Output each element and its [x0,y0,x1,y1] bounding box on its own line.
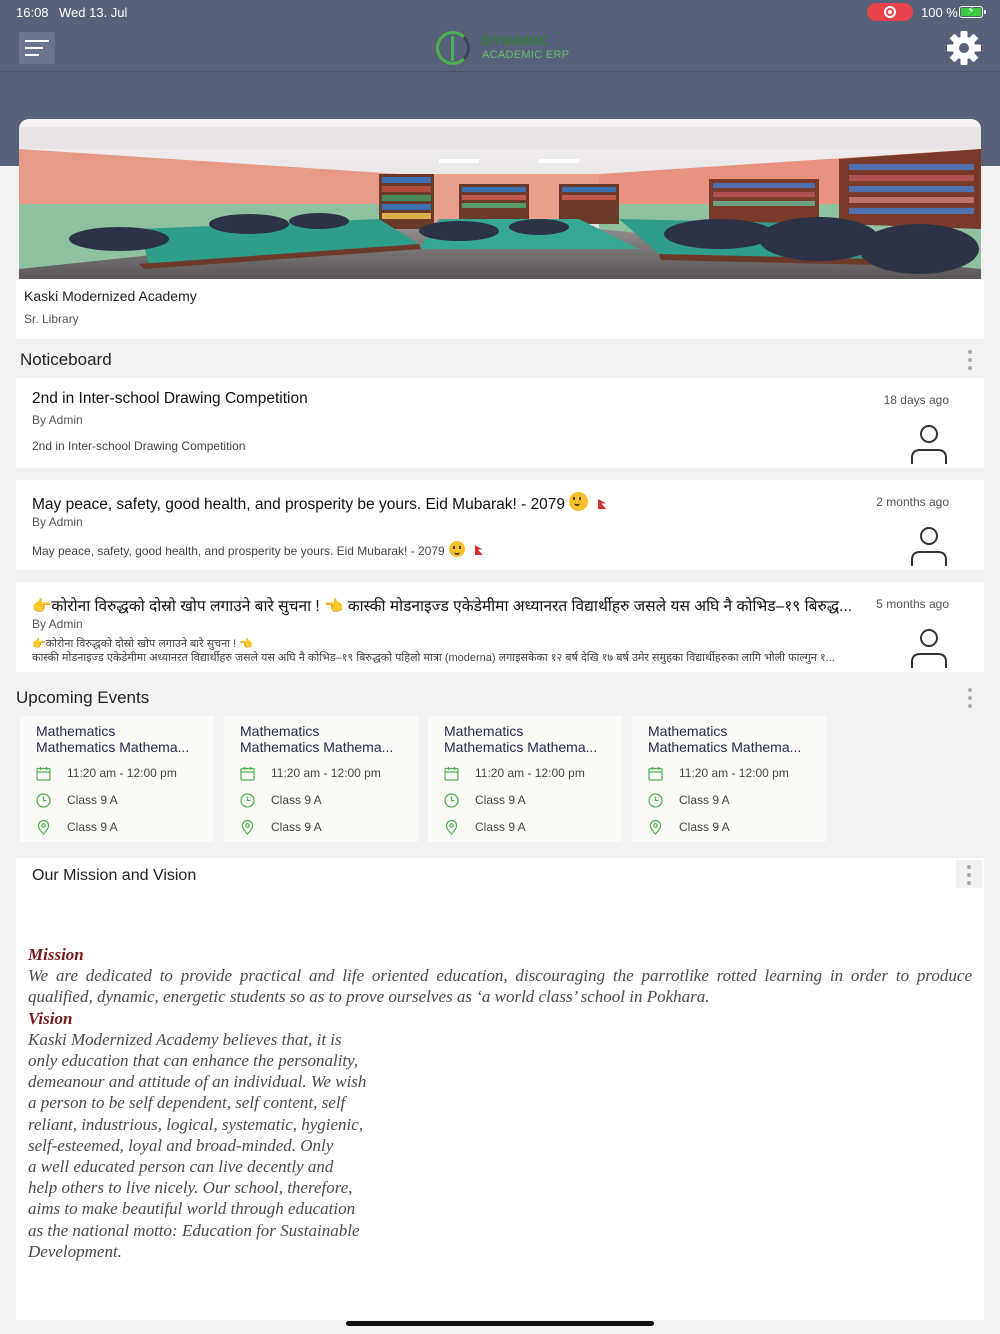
notice-body-line1: कोरोना विरुद्धको दोस्रो खोप लगाउने बारे सुचना ! [45,638,237,650]
navigation-bar [0,24,1000,72]
notice-title-part-a: कोरोना विरुद्धको दोस्रो खोप लगाउने बारे सुचना ! [51,598,320,615]
notice-author: By Admin [32,515,83,529]
status-bar [0,0,1000,24]
notice-body: 2nd in Inter-school Drawing Competition [32,439,246,453]
home-indicator[interactable] [346,1321,654,1326]
pointing-hand-icon: 👈 [324,598,344,615]
calendar-icon [36,766,51,781]
notice-item[interactable] [16,378,984,468]
event-title: Mathematics [240,723,320,739]
event-title: Mathematics [648,723,728,739]
calendar-icon [648,766,663,781]
vision-line: as the national motto: Education for Sustainable [28,1220,360,1240]
notice-title: 2nd in Inter-school Drawing Competition [32,390,308,407]
nepal-flag-icon [475,545,483,555]
location-pin-icon [444,820,459,835]
mission-text: We are dedicated to provide practical and life oriented education, discouraging the parrotlike rotted learning in order to produce qualified, dynamic, energetic students so as to prove ourselves as ‘a world class’ school in Pokhara. [28,966,972,1007]
noticeboard-more-icon[interactable] [964,348,976,372]
vision-line: aims to make beautiful world through education [28,1199,356,1219]
events-more-icon[interactable] [964,686,976,710]
pointing-hand-icon: 👉 [32,598,52,615]
smile-emoji-icon [449,541,465,557]
event-card[interactable] [428,716,622,842]
user-avatar-icon [910,424,948,466]
school-subtitle: Sr. Library [24,312,79,326]
battery-icon: ⚡ [959,6,983,18]
pointing-hand-icon: 👈 [239,638,253,650]
settings-gear-icon[interactable] [946,30,982,66]
event-time: 11:20 am - 12:00 pm [679,766,789,780]
logo-text-primary: DYNAMIC [482,33,550,48]
app-logo [436,29,576,69]
location-pin-icon [648,820,663,835]
event-subtitle: Mathematics Mathema... [444,739,598,755]
mission-more-icon [963,863,975,887]
clock-icon [240,793,255,808]
notice-item[interactable] [16,582,984,672]
mission-vision-card [16,858,984,1320]
notice-body-line2: कास्की मोडनाइज्ड एकेडेमीमा अध्यानरत विद्यार्थीहरु जसले यस अघि नै कोभिड–१९ बिरुद्धको पहिलो मात्रा (moderna) लगाइसकेका १२ बर्ष देखि १७ बर्ष उमेर समुहका विद्यार्थीहरुका लागि भोली फाल्गुन १... [32,652,835,664]
notice-author: By Admin [32,617,83,631]
nepal-flag-icon [598,499,606,509]
vision-line: help others to live nicely. Our school, therefore, [28,1178,353,1198]
user-avatar-icon [910,526,948,568]
event-subtitle: Mathematics Mathema... [240,739,394,755]
notice-body [32,541,892,558]
event-title: Mathematics [36,723,116,739]
status-date: Wed 13. Jul [59,5,128,20]
vision-line: Development. [28,1241,122,1261]
event-time: 11:20 am - 12:00 pm [271,766,381,780]
calendar-icon [444,766,459,781]
notice-title-part-b: कास्की मोडनाइज्ड एकेडेमीमा अध्यानरत विद्यार्थीहरु जसले यस अघि नै कोभिड–१९ बिरुद्ध... [347,598,853,615]
notice-author: By Admin [32,413,83,427]
vision-heading: Vision [28,1008,73,1028]
upcoming-events-title: Upcoming Events [16,688,150,707]
vision-line: a well educated person can live decently and [28,1157,334,1177]
event-class: Class 9 A [679,793,730,807]
notice-time: 2 months ago [876,495,949,509]
event-card[interactable] [224,716,418,842]
event-class: Class 9 A [67,793,118,807]
vision-line: demeanour and attitude of an individual. We wish [28,1072,367,1092]
vision-line: only education that can enhance the personality, [28,1051,359,1071]
calendar-icon [240,766,255,781]
event-time: 11:20 am - 12:00 pm [475,766,585,780]
noticeboard-title: Noticeboard [20,350,112,369]
notice-title-text: May peace, safety, good health, and prosperity be yours. Eid Mubarak! - 2079 [32,496,566,513]
event-time: 11:20 am - 12:00 pm [67,766,177,780]
notice-body [32,636,892,651]
event-location: Class 9 A [679,820,730,834]
menu-button[interactable] [19,32,55,64]
school-name: Kaski Modernized Academy [24,288,197,304]
event-card[interactable] [20,716,214,842]
smile-emoji-icon [569,492,588,511]
mission-heading: Mission [28,945,84,964]
notice-time: 18 days ago [883,393,949,407]
event-class: Class 9 A [475,793,526,807]
notice-item[interactable] [16,480,984,570]
notice-title [32,594,862,616]
battery-percentage: 100 % [921,5,958,20]
mission-vision-content [28,944,972,1262]
clock-icon [648,793,663,808]
logo-text-secondary: ACADEMIC ERP [482,49,570,61]
vision-line: Kaski Modernized Academy believes that, it is [28,1029,342,1049]
notice-time: 5 months ago [876,597,949,611]
mission-more-button[interactable] [956,860,982,888]
clock-icon [36,793,51,808]
event-subtitle: Mathematics Mathema... [648,739,802,755]
vision-line: self-esteemed, loyal and broad-minded. Only [28,1135,334,1155]
user-avatar-icon [910,628,948,670]
screen-recording-icon [867,3,913,21]
vision-line: reliant, industrious, logical, systematic, hygienic, [28,1114,364,1134]
event-card[interactable] [632,716,826,842]
event-location: Class 9 A [271,820,322,834]
event-class: Class 9 A [271,793,322,807]
school-banner-image [19,119,981,279]
school-info-card [16,279,984,339]
logo-mark-icon [436,31,470,65]
vision-line: a person to be self dependent, self content, self [28,1093,346,1113]
location-pin-icon [36,820,51,835]
event-title: Mathematics [444,723,524,739]
status-time: 16:08 [16,5,49,20]
location-pin-icon [240,820,255,835]
event-location: Class 9 A [67,820,118,834]
event-subtitle: Mathematics Mathema... [36,739,190,755]
notice-body-text: May peace, safety, good health, and prosperity be yours. Eid Mubarak! - 2079 [32,544,445,558]
pointing-hand-icon: 👉 [32,638,46,650]
event-location: Class 9 A [475,820,526,834]
mission-vision-title: Our Mission and Vision [32,867,197,884]
notice-title [32,492,862,514]
clock-icon [444,793,459,808]
